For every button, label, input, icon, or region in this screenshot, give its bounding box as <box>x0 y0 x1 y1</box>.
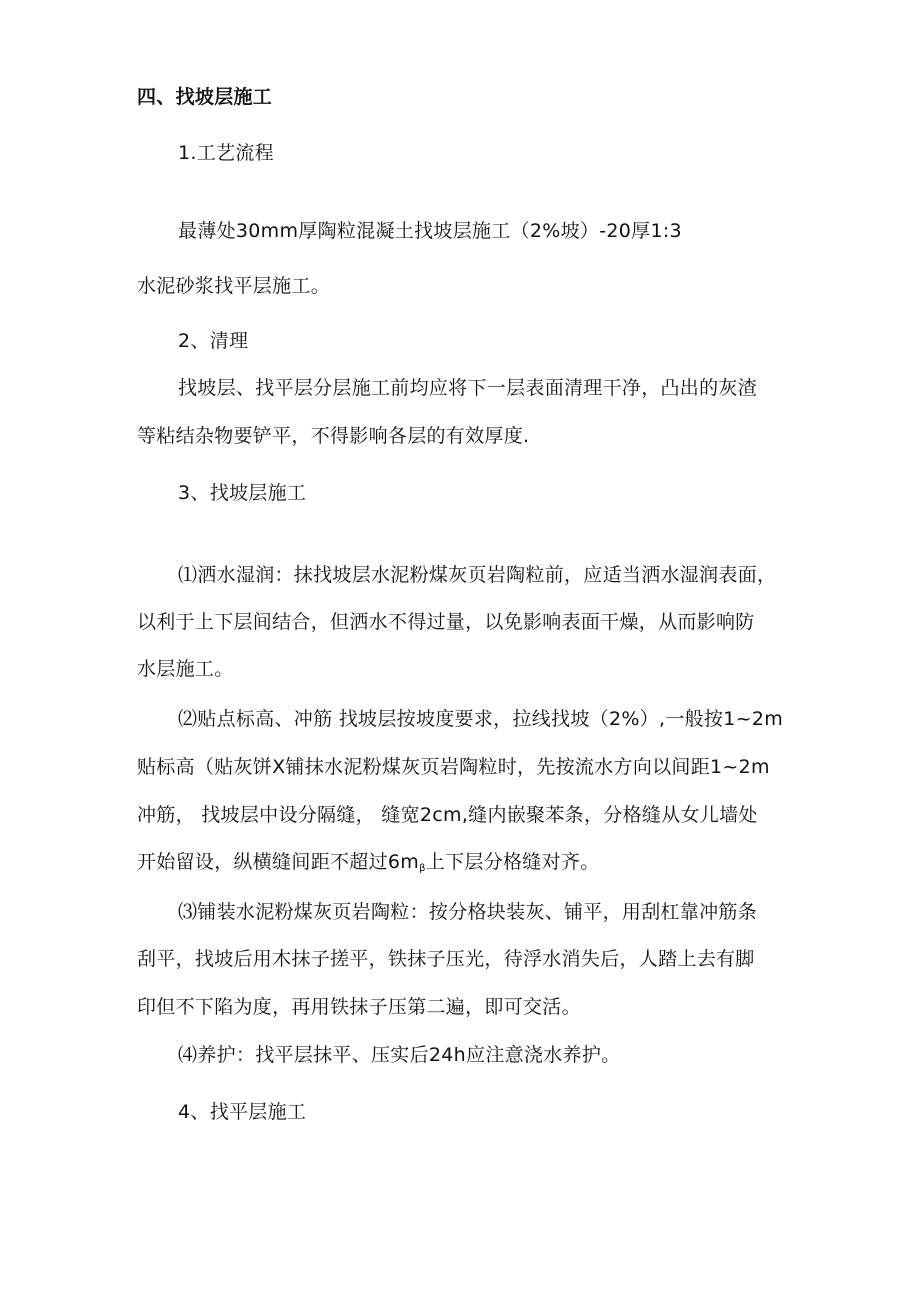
paragraph-line: 以利于上下层间结合，但洒水不得过量，以免影响表面干燥，从而影响防 <box>137 611 755 633</box>
paragraph-line <box>137 850 600 881</box>
paragraph-line: 水泥砂浆找平层施工。 <box>137 275 331 297</box>
paragraph-line: ⑵贴点标高、冲筋 找坡层按坡度要求，拉线找坡（2%）,一般按1~2m <box>178 708 784 730</box>
subsection-title-3: 3、找坡层施工 <box>178 482 307 504</box>
section-title: 四、找坡层施工 <box>137 86 273 108</box>
subsection-title-1: 1.工艺流程 <box>178 142 274 164</box>
paragraph-line: 找坡层、找平层分层施工前均应将下一层表面清理干净，凸出的灰渣 <box>178 377 758 399</box>
subscript-mark: β <box>419 863 426 874</box>
paragraph-line: 等粘结杂物要铲平，不得影响各层的有效厚度. <box>137 425 530 447</box>
text-run: 上下层分格缝对齐。 <box>425 851 600 873</box>
paragraph-line: 印但不下陷为度，再用铁抹子压第二遍，即可交活。 <box>137 996 581 1018</box>
paragraph-line: 水层施工。 <box>137 658 234 680</box>
paragraph-line: ⑴洒水湿润：抹找坡层水泥粉煤灰页岩陶粒前，应适当洒水湿润表面， <box>178 564 777 586</box>
subsection-title-2: 2、清理 <box>178 330 249 352</box>
text-run: 开始留设，纵横缝间距不超过6m <box>137 851 420 873</box>
paragraph-line: ⑶铺装水泥粉煤灰页岩陶粒：按分格块装灰、铺平，用刮杠靠冲筋条 <box>178 901 758 923</box>
paragraph-line: 刮平，找坡后用木抹子搓平，铁抹子压光，待浮水消失后，人踏上去有脚 <box>137 948 755 970</box>
paragraph-line: 最薄处30mm厚陶粒混凝土找坡层施工（2%坡）-20厚1:3 <box>178 220 682 242</box>
paragraph-line: 贴标高（贴灰饼X铺抹水泥粉煤灰页岩陶粒时，先按流水方向以间距1~2m <box>137 756 770 778</box>
paragraph-line: 冲筋， 找坡层中设分隔缝， 缝宽2cm,缝内嵌聚苯条，分格缝从女儿墙处 <box>137 804 758 826</box>
paragraph-line: ⑷养护：找平层抹平、压实后24h应注意浇水养护。 <box>178 1044 621 1066</box>
subsection-title-4: 4、找平层施工 <box>178 1101 307 1123</box>
